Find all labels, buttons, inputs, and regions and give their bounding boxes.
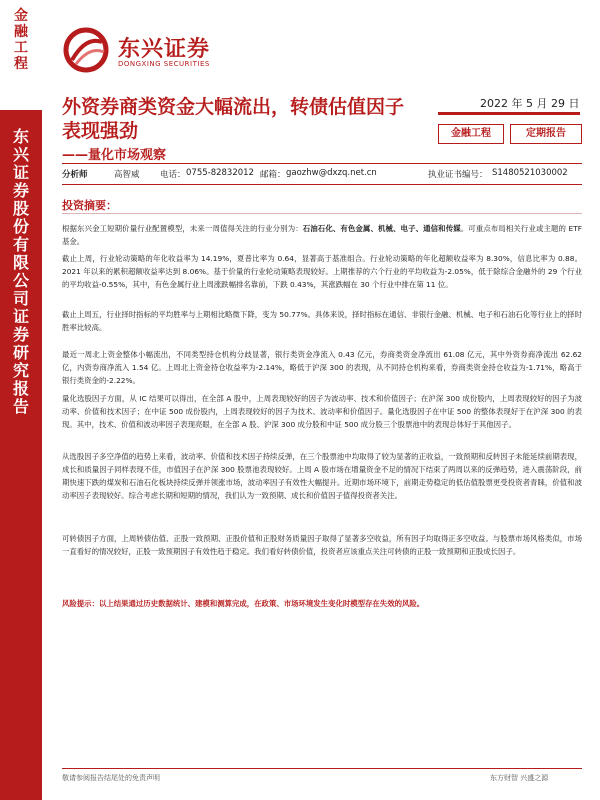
paragraph-factor-trend: 从选股因子多空净值的趋势上来看，波动率、价值和技术因子持续反弹，在三个股票池中均取得了较为显著的正收益，一致预期和反转因子未能延续前期表现，成长和质量因子同样表现不佳，市值因子在沪深 300 股票池表现较好。上周 A 股市场在增量资金不足的情况下结束了两周以来的反弹趋势，进入震荡阶段，前期快速下跌的煤炭和石油石化板块持续反弹并领涨市场，波动率因子有效性大幅提升。近期市场环境下，前期走势稳定的低估值股票更受投资者青睐，价值和波动率因子表现较好。综合考虑长期和短期的情况，我们认为一致预期、成长和价值因子值得投资者关注。 [62, 452, 582, 500]
cert-value: S1480521030002 [492, 168, 568, 178]
footer-disclaimer: 敬请参阅报告结尾处的免责声明 [62, 774, 160, 782]
tag-category: 金融工程 [438, 124, 504, 144]
divider-top [62, 163, 582, 164]
report-title-line2: 表现强劲 [62, 120, 139, 142]
analyst-label: 分析师 [62, 170, 88, 180]
summary-heading: 投资摘要： [62, 199, 117, 212]
paragraph-industries-a: 根据东兴金工短期价量行业配置模型，未来一周值得关注的行业分别为： [62, 224, 303, 233]
company-logo-sub: DONGXING SECURITIES [118, 60, 210, 68]
paragraph-factor-ic: 量化选股因子方面，从 IC 结果可以得出，在全部 A 股中，上周表现较好的因子为波动率、技术和价值因子；在沪深 300 成份股内，上周表现较好的因子为波动率、价值和技术因子；在中证 500 成份股内，上周表现较好的因子为技术、波动率和价值因子。量化选股因子在中证 500 的整体表现好于在沪深 300 的表现。其中，技术、价值和波动率因子表现亮眼，在全部 A 股、沪深 300 成分股和中证 500 成分股三个股票池中的表现总体好于其他因子。 [62, 394, 582, 429]
divider-summary [62, 213, 582, 214]
paragraph-northbound: 最近一周北上资金整体小幅流出，不同类型持仓机构分歧显著，银行类资金净流入 0.43 亿元，券商类资金净流出 61.08 亿元，其中外资券商净流出 62.62 亿，内资券商净流入 1.54 亿。上周北上资金持仓收益率为-2.14%，略低于沪深 300 的表现，从不同持仓机构来看，券商类资金持仓收益为-1.71%，略高于银行类资金的-2.22%。 [62, 350, 582, 385]
phone-label: 电话： [160, 170, 186, 180]
risk-warning: 风险提示：以上结果通过历史数据统计、建模和测算完成，在政策、市场环境发生变化时模型存在失效的风险。 [62, 599, 425, 608]
cert-label: 执业证书编号： [428, 170, 488, 180]
report-subtitle: ——量化市场观察 [62, 148, 167, 163]
tag-report-type: 定期报告 [510, 124, 582, 144]
report-date: 2022 年 5 月 29 日 [480, 97, 580, 110]
paragraph-convertible: 可转债因子方面，上周转债估值、正股一致预期、正股价值和正股财务质量因子取得了显著多空收益，所有因子均取得正多空收益。与股票市场风格类似，市场一直看好的情况较好，正股一致预期因子有效性趋于稳定。我们看好转债价值，投资者应该重点关注可转债的正股一致预期和正股成长因子。 [62, 534, 582, 556]
analyst-name: 高智威 [114, 170, 140, 180]
report-title-line1: 外资券商类资金大幅流出，转债估值因子 [62, 96, 405, 118]
paragraph-industries [62, 222, 582, 248]
paragraph-industries-list: 石油石化、有色金属、机械、电子、通信和传媒 [302, 224, 461, 233]
footer-divider [62, 768, 582, 769]
footer-slogan: 东方财智 兴盛之源 [490, 774, 549, 782]
email-label: 邮箱： [260, 170, 286, 180]
phone-value: 0755-82832012 [186, 168, 254, 178]
tag-bar [438, 112, 580, 115]
sidebar-category-label: 金融工程 [14, 8, 28, 72]
email-value[interactable]: gaozhw@dxzq.net.cn [286, 168, 377, 178]
divider-analyst [62, 184, 582, 185]
paragraph-industries-c: 。可重点布局相关行业或主题的 ETF 基金。 [62, 224, 582, 246]
paragraph-timing: 截止上周五，行业择时指标的平均胜率与上期相比略微下降，变为 50.77%。具体来说，择时指标在通信、非银行金融、机械、电子和石油石化等行业上的择时胜率比较高。 [62, 310, 582, 332]
sidebar-company-label: 东兴证券股份有限公司证券研究报告 [12, 127, 29, 416]
company-logo-name: 东兴证券 [118, 37, 211, 62]
paragraph-rotation: 截止上周，行业轮动策略的年化收益率为 14.19%，夏普比率为 0.64，显著高于基准组合。行业轮动策略的年化超额收益率为 8.30%，信息比率为 0.88。2021 年以来的累积超额收益率达到 8.06%。基于价量的行业轮动策略表现较好。上期推荐的六个行业的平均收益为-2.05%，低于除综合金融外的 29 个行业的平均收益-0.55%，其中，有色金属行业上周涨跌幅排名靠前，下跌 0.43%，其涨跌幅在 30 个行业中排在第 11 位。 [62, 254, 582, 289]
